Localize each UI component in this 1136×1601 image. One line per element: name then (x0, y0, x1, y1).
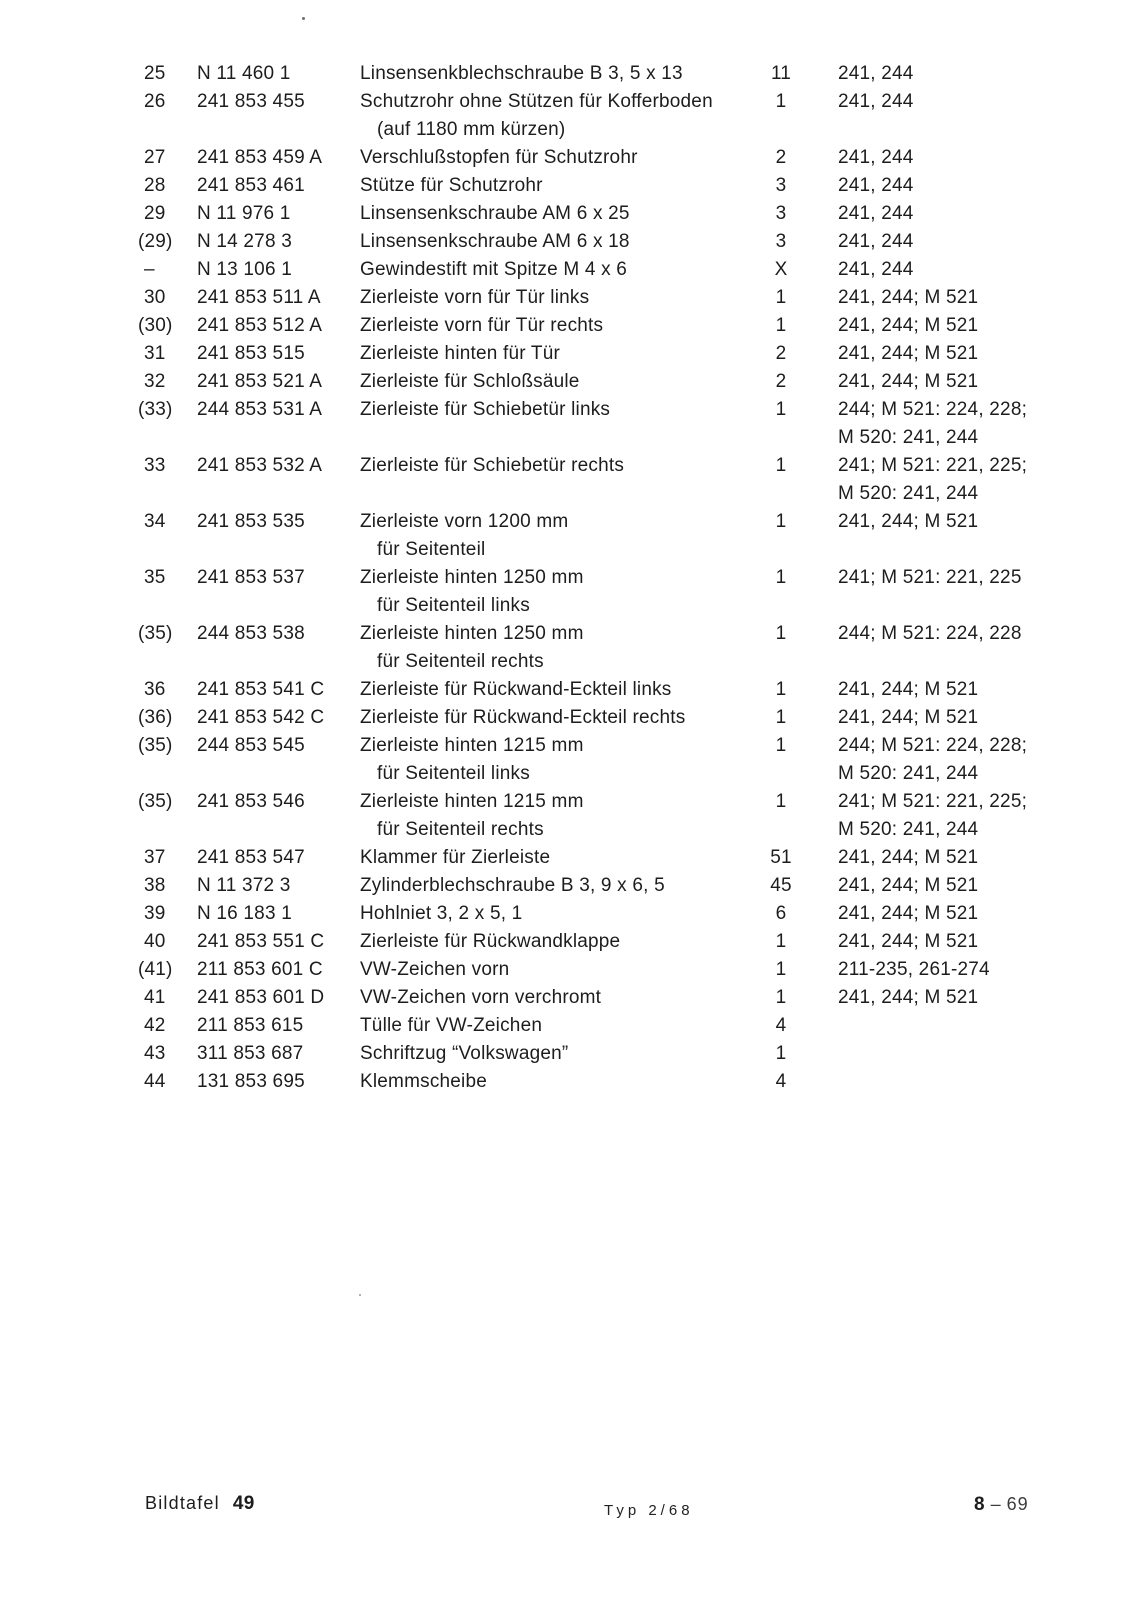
position-cell: 36 (144, 679, 166, 700)
table-row (0, 228, 1136, 256)
models-line: 241, 244; M 521 (838, 847, 979, 868)
table-row (0, 172, 1136, 200)
part-number-cell: 241 853 535 (197, 511, 305, 532)
table-row (0, 368, 1136, 396)
description-line: Hohlniet 3, 2 x 5, 1 (360, 903, 523, 924)
position-cell: 27 (144, 147, 166, 168)
models-cell (824, 452, 1136, 508)
models-cell (824, 956, 1136, 984)
plate-number: 49 (232, 1493, 255, 1514)
models-cell (824, 1040, 1136, 1068)
plate-word: Bildtafel (145, 1493, 220, 1513)
quantity-cell: 2 (775, 147, 787, 168)
description-cell (360, 452, 738, 508)
quantity-cell: 2 (775, 371, 787, 392)
description-line: Zierleiste hinten 1250 mm (360, 567, 584, 588)
table-row (0, 1068, 1136, 1096)
position-cell: 31 (144, 343, 166, 364)
description-line: Zierleiste hinten 1250 mm (360, 623, 584, 644)
position-cell: (35) (138, 623, 173, 644)
table-row (0, 144, 1136, 172)
description-line: Schriftzug “Volkswagen” (360, 1043, 569, 1064)
table-row (0, 508, 1136, 564)
position-cell: – (144, 259, 155, 280)
description-line: Verschlußstopfen für Schutzrohr (360, 147, 638, 168)
models-cell (824, 732, 1136, 788)
quantity-cell: 1 (775, 455, 787, 476)
models-line: M 520: 241, 244 (838, 819, 979, 840)
description-cell (360, 1068, 738, 1096)
quantity-cell: 1 (775, 567, 787, 588)
models-line: 241, 244; M 521 (838, 931, 979, 952)
description-cell (360, 732, 738, 788)
table-row (0, 452, 1136, 508)
models-line: 241, 244; M 521 (838, 371, 979, 392)
models-cell (824, 788, 1136, 844)
models-line: 241, 244 (838, 63, 914, 84)
quantity-cell: 4 (775, 1071, 787, 1092)
description-line: Zierleiste vorn für Tür links (360, 287, 590, 308)
description-cell (360, 704, 738, 732)
position-cell: (30) (138, 315, 173, 336)
position-cell: (36) (138, 707, 173, 728)
table-row (0, 704, 1136, 732)
models-line: 244; M 521: 224, 228; (838, 399, 1028, 420)
footer-plate-label (145, 1493, 255, 1515)
models-cell (824, 396, 1136, 452)
models-line: 241, 244 (838, 175, 914, 196)
models-cell (824, 368, 1136, 396)
quantity-cell: 4 (775, 1015, 787, 1036)
models-line: M 520: 241, 244 (838, 483, 979, 504)
page-number-section: 8 (974, 1494, 986, 1515)
position-cell: 44 (144, 1071, 166, 1092)
table-row (0, 844, 1136, 872)
table-row (0, 88, 1136, 144)
models-line: 241, 244; M 521 (838, 903, 979, 924)
description-cell (360, 144, 738, 172)
table-row (0, 732, 1136, 788)
quantity-cell: 51 (770, 847, 792, 868)
description-line: Tülle für VW-Zeichen (360, 1015, 543, 1036)
position-cell: 42 (144, 1015, 166, 1036)
position-cell: 30 (144, 287, 166, 308)
models-line: 244; M 521: 224, 228 (838, 623, 1022, 644)
part-number-cell: 241 853 521 A (197, 371, 323, 392)
quantity-cell: 1 (775, 287, 787, 308)
models-cell (824, 928, 1136, 956)
table-row (0, 956, 1136, 984)
description-cell (360, 284, 738, 312)
position-cell: (35) (138, 791, 173, 812)
models-cell (824, 508, 1136, 564)
footer-page-number (974, 1494, 1029, 1516)
description-line: Zierleiste vorn 1200 mm (360, 511, 569, 532)
description-cell (360, 872, 738, 900)
description-cell (360, 228, 738, 256)
table-row (0, 396, 1136, 452)
description-cell (360, 564, 738, 620)
description-cell (360, 88, 738, 144)
description-line: Zierleiste hinten 1215 mm (360, 735, 584, 756)
description-line: Schutzrohr ohne Stützen für Kofferboden (360, 91, 713, 112)
table-row (0, 1040, 1136, 1068)
part-number-cell: 244 853 545 (197, 735, 305, 756)
description-line: Zierleiste hinten 1215 mm (360, 791, 584, 812)
description-line: Zierleiste für Rückwand-Eckteil rechts (360, 707, 686, 728)
description-cell (360, 172, 738, 200)
part-number-cell: 211 853 615 (197, 1015, 304, 1036)
quantity-cell: 1 (775, 1043, 787, 1064)
scan-speck (302, 17, 305, 20)
quantity-cell: 1 (775, 623, 787, 644)
table-row (0, 312, 1136, 340)
table-row (0, 1012, 1136, 1040)
quantity-cell: 1 (775, 959, 787, 980)
models-cell (824, 704, 1136, 732)
description-cell (360, 788, 738, 844)
description-line: für Seitenteil rechts (377, 651, 544, 672)
table-row (0, 676, 1136, 704)
scan-speck (359, 1294, 361, 1296)
position-cell: 28 (144, 175, 166, 196)
quantity-cell: X (774, 259, 788, 280)
position-cell: (33) (138, 399, 173, 420)
part-number-cell: 241 853 511 A (197, 287, 321, 308)
description-cell (360, 900, 738, 928)
part-number-cell: N 11 976 1 (197, 203, 291, 224)
description-line: Zylinderblechschraube B 3, 9 x 6, 5 (360, 875, 665, 896)
models-cell (824, 60, 1136, 88)
description-cell (360, 928, 738, 956)
part-number-cell: 241 853 541 C (197, 679, 325, 700)
description-line: für Seitenteil links (377, 763, 530, 784)
table-row (0, 200, 1136, 228)
table-row (0, 284, 1136, 312)
description-line: Linsensenkschraube AM 6 x 25 (360, 203, 630, 224)
position-cell: 26 (144, 91, 166, 112)
models-cell (824, 984, 1136, 1012)
quantity-cell: 1 (775, 91, 787, 112)
models-line: 211-235, 261-274 (838, 959, 990, 980)
description-cell (360, 60, 738, 88)
description-line: Zierleiste für Rückwandklappe (360, 931, 621, 952)
models-cell (824, 564, 1136, 620)
quantity-cell: 1 (775, 679, 787, 700)
table-row (0, 564, 1136, 620)
models-line: 241, 244 (838, 259, 914, 280)
description-cell (360, 508, 738, 564)
position-cell: 38 (144, 875, 166, 896)
models-cell (824, 144, 1136, 172)
quantity-cell: 1 (775, 399, 787, 420)
models-cell (824, 872, 1136, 900)
position-cell: 29 (144, 203, 166, 224)
part-number-cell: 241 853 542 C (197, 707, 325, 728)
models-cell (824, 256, 1136, 284)
models-line: 241, 244; M 521 (838, 343, 979, 364)
quantity-cell: 11 (770, 63, 792, 84)
models-line: M 520: 241, 244 (838, 763, 979, 784)
position-cell: (29) (138, 231, 173, 252)
description-line: Gewindestift mit Spitze M 4 x 6 (360, 259, 628, 280)
part-number-cell: N 14 278 3 (197, 231, 292, 252)
description-cell (360, 1012, 738, 1040)
description-line: für Seitenteil (377, 539, 486, 560)
models-cell (824, 284, 1136, 312)
part-number-cell: 241 853 551 C (197, 931, 325, 952)
description-cell (360, 984, 738, 1012)
models-cell (824, 228, 1136, 256)
models-line: 241, 244; M 521 (838, 707, 979, 728)
description-line: Zierleiste vorn für Tür rechts (360, 315, 604, 336)
description-line: VW-Zeichen vorn (360, 959, 510, 980)
position-cell: 33 (144, 455, 166, 476)
table-row (0, 900, 1136, 928)
page-number-separator: – (990, 1494, 1002, 1514)
part-number-cell: 244 853 538 (197, 623, 305, 644)
position-cell: (41) (138, 959, 173, 980)
models-cell (824, 172, 1136, 200)
models-line: 241, 244; M 521 (838, 315, 979, 336)
quantity-cell: 1 (775, 735, 787, 756)
part-number-cell: 241 853 461 (197, 175, 305, 196)
models-line: 241, 244; M 521 (838, 511, 979, 532)
models-line: 244; M 521: 224, 228; (838, 735, 1028, 756)
models-line: 241, 244 (838, 231, 914, 252)
models-line: 241, 244 (838, 203, 914, 224)
description-line: Klemmscheibe (360, 1071, 488, 1092)
description-line: Zierleiste für Schiebetür links (360, 399, 611, 420)
parts-table (0, 60, 1136, 1096)
description-cell (360, 1040, 738, 1068)
description-cell (360, 200, 738, 228)
description-cell (360, 312, 738, 340)
position-cell: 25 (144, 63, 166, 84)
quantity-cell: 3 (775, 175, 787, 196)
part-number-cell: N 16 183 1 (197, 903, 292, 924)
models-line: 241, 244; M 521 (838, 987, 979, 1008)
quantity-cell: 3 (775, 203, 787, 224)
description-line: Zierleiste für Schiebetür rechts (360, 455, 625, 476)
quantity-cell: 45 (770, 875, 792, 896)
position-cell: (35) (138, 735, 173, 756)
position-cell: 37 (144, 847, 166, 868)
page-number-year: 69 (1006, 1494, 1029, 1514)
part-number-cell: 241 853 532 A (197, 455, 323, 476)
quantity-cell: 1 (775, 315, 787, 336)
models-cell (824, 1012, 1136, 1040)
table-row (0, 340, 1136, 368)
table-row (0, 788, 1136, 844)
part-number-cell: 244 853 531 A (197, 399, 323, 420)
quantity-cell: 1 (775, 791, 787, 812)
models-line: 241; M 521: 221, 225; (838, 791, 1028, 812)
description-cell (360, 396, 738, 452)
models-cell (824, 200, 1136, 228)
description-cell (360, 844, 738, 872)
models-cell (824, 1068, 1136, 1096)
footer-type-label: Typ 2/68 (604, 1502, 694, 1519)
models-cell (824, 620, 1136, 676)
models-cell (824, 88, 1136, 144)
part-number-cell: 241 853 515 (197, 343, 305, 364)
models-cell (824, 312, 1136, 340)
part-number-cell: 241 853 455 (197, 91, 305, 112)
description-line: Stütze für Schutzrohr (360, 175, 543, 196)
part-number-cell: N 13 106 1 (197, 259, 292, 280)
description-cell (360, 620, 738, 676)
position-cell: 43 (144, 1043, 166, 1064)
table-row (0, 60, 1136, 88)
quantity-cell: 1 (775, 931, 787, 952)
position-cell: 39 (144, 903, 166, 924)
description-cell (360, 340, 738, 368)
table-row (0, 984, 1136, 1012)
models-cell (824, 676, 1136, 704)
description-line: (auf 1180 mm kürzen) (377, 119, 566, 140)
table-row (0, 620, 1136, 676)
models-line: 241, 244 (838, 91, 914, 112)
quantity-cell: 1 (775, 707, 787, 728)
part-number-cell: 131 853 695 (197, 1071, 305, 1092)
models-cell (824, 844, 1136, 872)
position-cell: 40 (144, 931, 166, 952)
description-line: für Seitenteil rechts (377, 819, 544, 840)
part-number-cell: 211 853 601 C (197, 959, 323, 980)
position-cell: 41 (144, 987, 166, 1008)
part-number-cell: 241 853 512 A (197, 315, 323, 336)
table-row (0, 928, 1136, 956)
description-cell (360, 368, 738, 396)
part-number-cell: 241 853 459 A (197, 147, 323, 168)
description-cell (360, 676, 738, 704)
description-line: Zierleiste für Rückwand-Eckteil links (360, 679, 672, 700)
quantity-cell: 1 (775, 987, 787, 1008)
models-line: 241, 244; M 521 (838, 679, 979, 700)
description-line: Zierleiste hinten für Tür (360, 343, 561, 364)
description-line: Linsensenkblechschraube B 3, 5 x 13 (360, 63, 683, 84)
description-line: Zierleiste für Schloßsäule (360, 371, 580, 392)
position-cell: 32 (144, 371, 166, 392)
part-number-cell: 241 853 601 D (197, 987, 325, 1008)
quantity-cell: 1 (775, 511, 787, 532)
description-line: VW-Zeichen vorn verchromt (360, 987, 602, 1008)
description-line: für Seitenteil links (377, 595, 530, 616)
part-number-cell: 311 853 687 (197, 1043, 304, 1064)
description-cell (360, 956, 738, 984)
description-cell (360, 256, 738, 284)
models-cell (824, 900, 1136, 928)
models-line: 241, 244 (838, 147, 914, 168)
models-line: 241; M 521: 221, 225; (838, 455, 1028, 476)
part-number-cell: 241 853 546 (197, 791, 305, 812)
quantity-cell: 2 (775, 343, 787, 364)
part-number-cell: 241 853 537 (197, 567, 305, 588)
quantity-cell: 3 (775, 231, 787, 252)
models-line: M 520: 241, 244 (838, 427, 979, 448)
part-number-cell: N 11 372 3 (197, 875, 291, 896)
position-cell: 34 (144, 511, 166, 532)
models-line: 241, 244; M 521 (838, 287, 979, 308)
table-row (0, 256, 1136, 284)
position-cell: 35 (144, 567, 166, 588)
models-line: 241; M 521: 221, 225 (838, 567, 1022, 588)
quantity-cell: 6 (775, 903, 787, 924)
part-number-cell: 241 853 547 (197, 847, 305, 868)
description-line: Linsensenkschraube AM 6 x 18 (360, 231, 630, 252)
models-line: 241, 244; M 521 (838, 875, 979, 896)
part-number-cell: N 11 460 1 (197, 63, 291, 84)
description-line: Klammer für Zierleiste (360, 847, 551, 868)
models-cell (824, 340, 1136, 368)
table-row (0, 872, 1136, 900)
